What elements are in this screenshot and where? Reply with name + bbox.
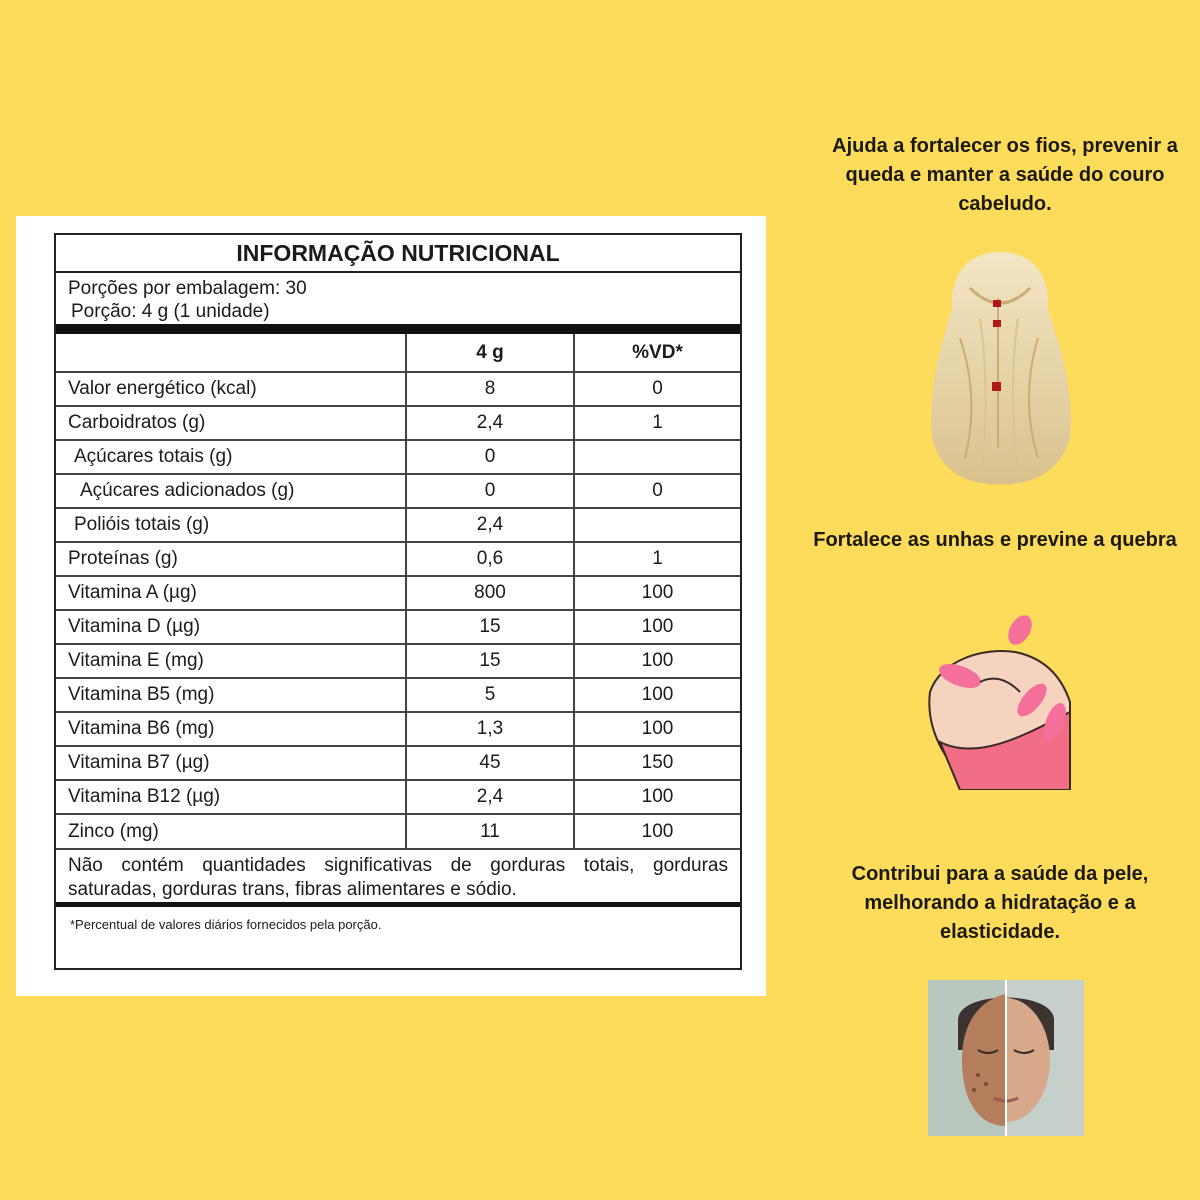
nutrient-amount: 11	[406, 814, 574, 848]
hair-illustration-icon	[920, 248, 1080, 490]
nutrient-table	[56, 334, 740, 848]
nutrient-vd: 0	[574, 474, 740, 508]
nutrient-vd: 100	[574, 610, 740, 644]
nutrient-row	[56, 712, 740, 746]
skin-illustration-icon	[928, 980, 1084, 1136]
table-divider-thick	[56, 324, 740, 334]
nutrient-vd: 150	[574, 746, 740, 780]
nutrient-label: Valor energético (kcal)	[68, 378, 257, 399]
nutrient-vd: 1	[574, 542, 740, 576]
nutrient-label: Carboidratos (g)	[68, 412, 206, 433]
nutrient-vd: 100	[574, 576, 740, 610]
nutrient-amount: 5	[406, 678, 574, 712]
nutrient-amount: 45	[406, 746, 574, 780]
nutrient-vd	[574, 508, 740, 542]
nutrient-amount: 2,4	[406, 406, 574, 440]
nutrition-title: INFORMAÇÃO NUTRICIONAL	[56, 235, 740, 273]
nutrition-table	[54, 233, 742, 970]
nutrient-label: Proteínas (g)	[68, 548, 178, 569]
nutrient-row	[56, 406, 740, 440]
nutrient-row	[56, 610, 740, 644]
nutrient-row	[56, 440, 740, 474]
nutrient-amount: 1,3	[406, 712, 574, 746]
nutrient-row	[56, 746, 740, 780]
nutrient-vd: 100	[574, 780, 740, 814]
nutrient-vd	[574, 440, 740, 474]
portion-size: Porção: 4 g (1 unidade)	[71, 301, 270, 322]
portions-info	[56, 273, 740, 324]
nutrient-label: Açúcares adicionados (g)	[80, 480, 295, 501]
nutrient-vd: 1	[574, 406, 740, 440]
nutrient-row	[56, 372, 740, 406]
nutrient-row	[56, 508, 740, 542]
nutrient-vd: 100	[574, 814, 740, 848]
nutrient-row	[56, 644, 740, 678]
nutrient-label: Vitamina E (mg)	[68, 650, 204, 671]
header-col-vd: %VD*	[632, 341, 683, 363]
table-header-row	[56, 334, 740, 372]
nutrient-vd: 100	[574, 678, 740, 712]
nutrient-label: Vitamina B5 (mg)	[68, 684, 215, 705]
benefit-skin-text: Contribui para a saúde da pele, melhorando a hidratação e a elasticidade.	[851, 863, 1149, 943]
nutrient-vd: 0	[574, 372, 740, 406]
header-col-amount: 4 g	[406, 334, 574, 372]
nutrient-amount: 800	[406, 576, 574, 610]
nutrient-amount: 0	[406, 440, 574, 474]
nutrient-row	[56, 780, 740, 814]
nutrient-label: Vitamina B7 (µg)	[68, 752, 210, 773]
nutrient-vd: 100	[574, 712, 740, 746]
nutrient-row	[56, 678, 740, 712]
nutrition-card	[16, 216, 766, 996]
nutrient-amount: 0	[406, 474, 574, 508]
nutrient-amount: 15	[406, 610, 574, 644]
benefit-nails-text: Fortalece as unhas e previne a quebra	[813, 529, 1177, 551]
nutrient-label: Polióis totais (g)	[74, 514, 210, 535]
nutrient-row	[56, 814, 740, 848]
nutrient-label: Açúcares totais (g)	[74, 446, 233, 467]
nutrient-amount: 0,6	[406, 542, 574, 576]
nutrient-amount: 2,4	[406, 508, 574, 542]
nails-illustration-icon	[920, 612, 1076, 790]
nutrient-label: Vitamina D (µg)	[68, 616, 201, 637]
nutrient-amount: 8	[406, 372, 574, 406]
nutrient-row	[56, 576, 740, 610]
nutrient-amount: 2,4	[406, 780, 574, 814]
header-col-label	[56, 334, 406, 372]
nutrient-label: Zinco (mg)	[68, 820, 159, 842]
nutrient-row	[56, 542, 740, 576]
nutrition-footnote: *Percentual de valores diários fornecidos pela porção.	[70, 917, 382, 932]
nutrient-vd: 100	[574, 644, 740, 678]
portions-per-pack: Porções por embalagem: 30	[68, 278, 307, 299]
nutrient-label: Vitamina B6 (mg)	[68, 718, 215, 739]
nutrient-row	[56, 474, 740, 508]
nutrient-label: Vitamina B12 (µg)	[68, 786, 221, 807]
nutrient-label: Vitamina A (µg)	[68, 582, 197, 603]
nutrition-disclaimer: Não contém quantidades significativas de gorduras totais, gorduras saturadas, gorduras trans, fibras alimentares e sódio.	[56, 848, 740, 902]
benefit-hair-text: Ajuda a fortalecer os fios, prevenir a queda e manter a saúde do couro cabeludo.	[832, 135, 1178, 215]
nutrient-amount: 15	[406, 644, 574, 678]
